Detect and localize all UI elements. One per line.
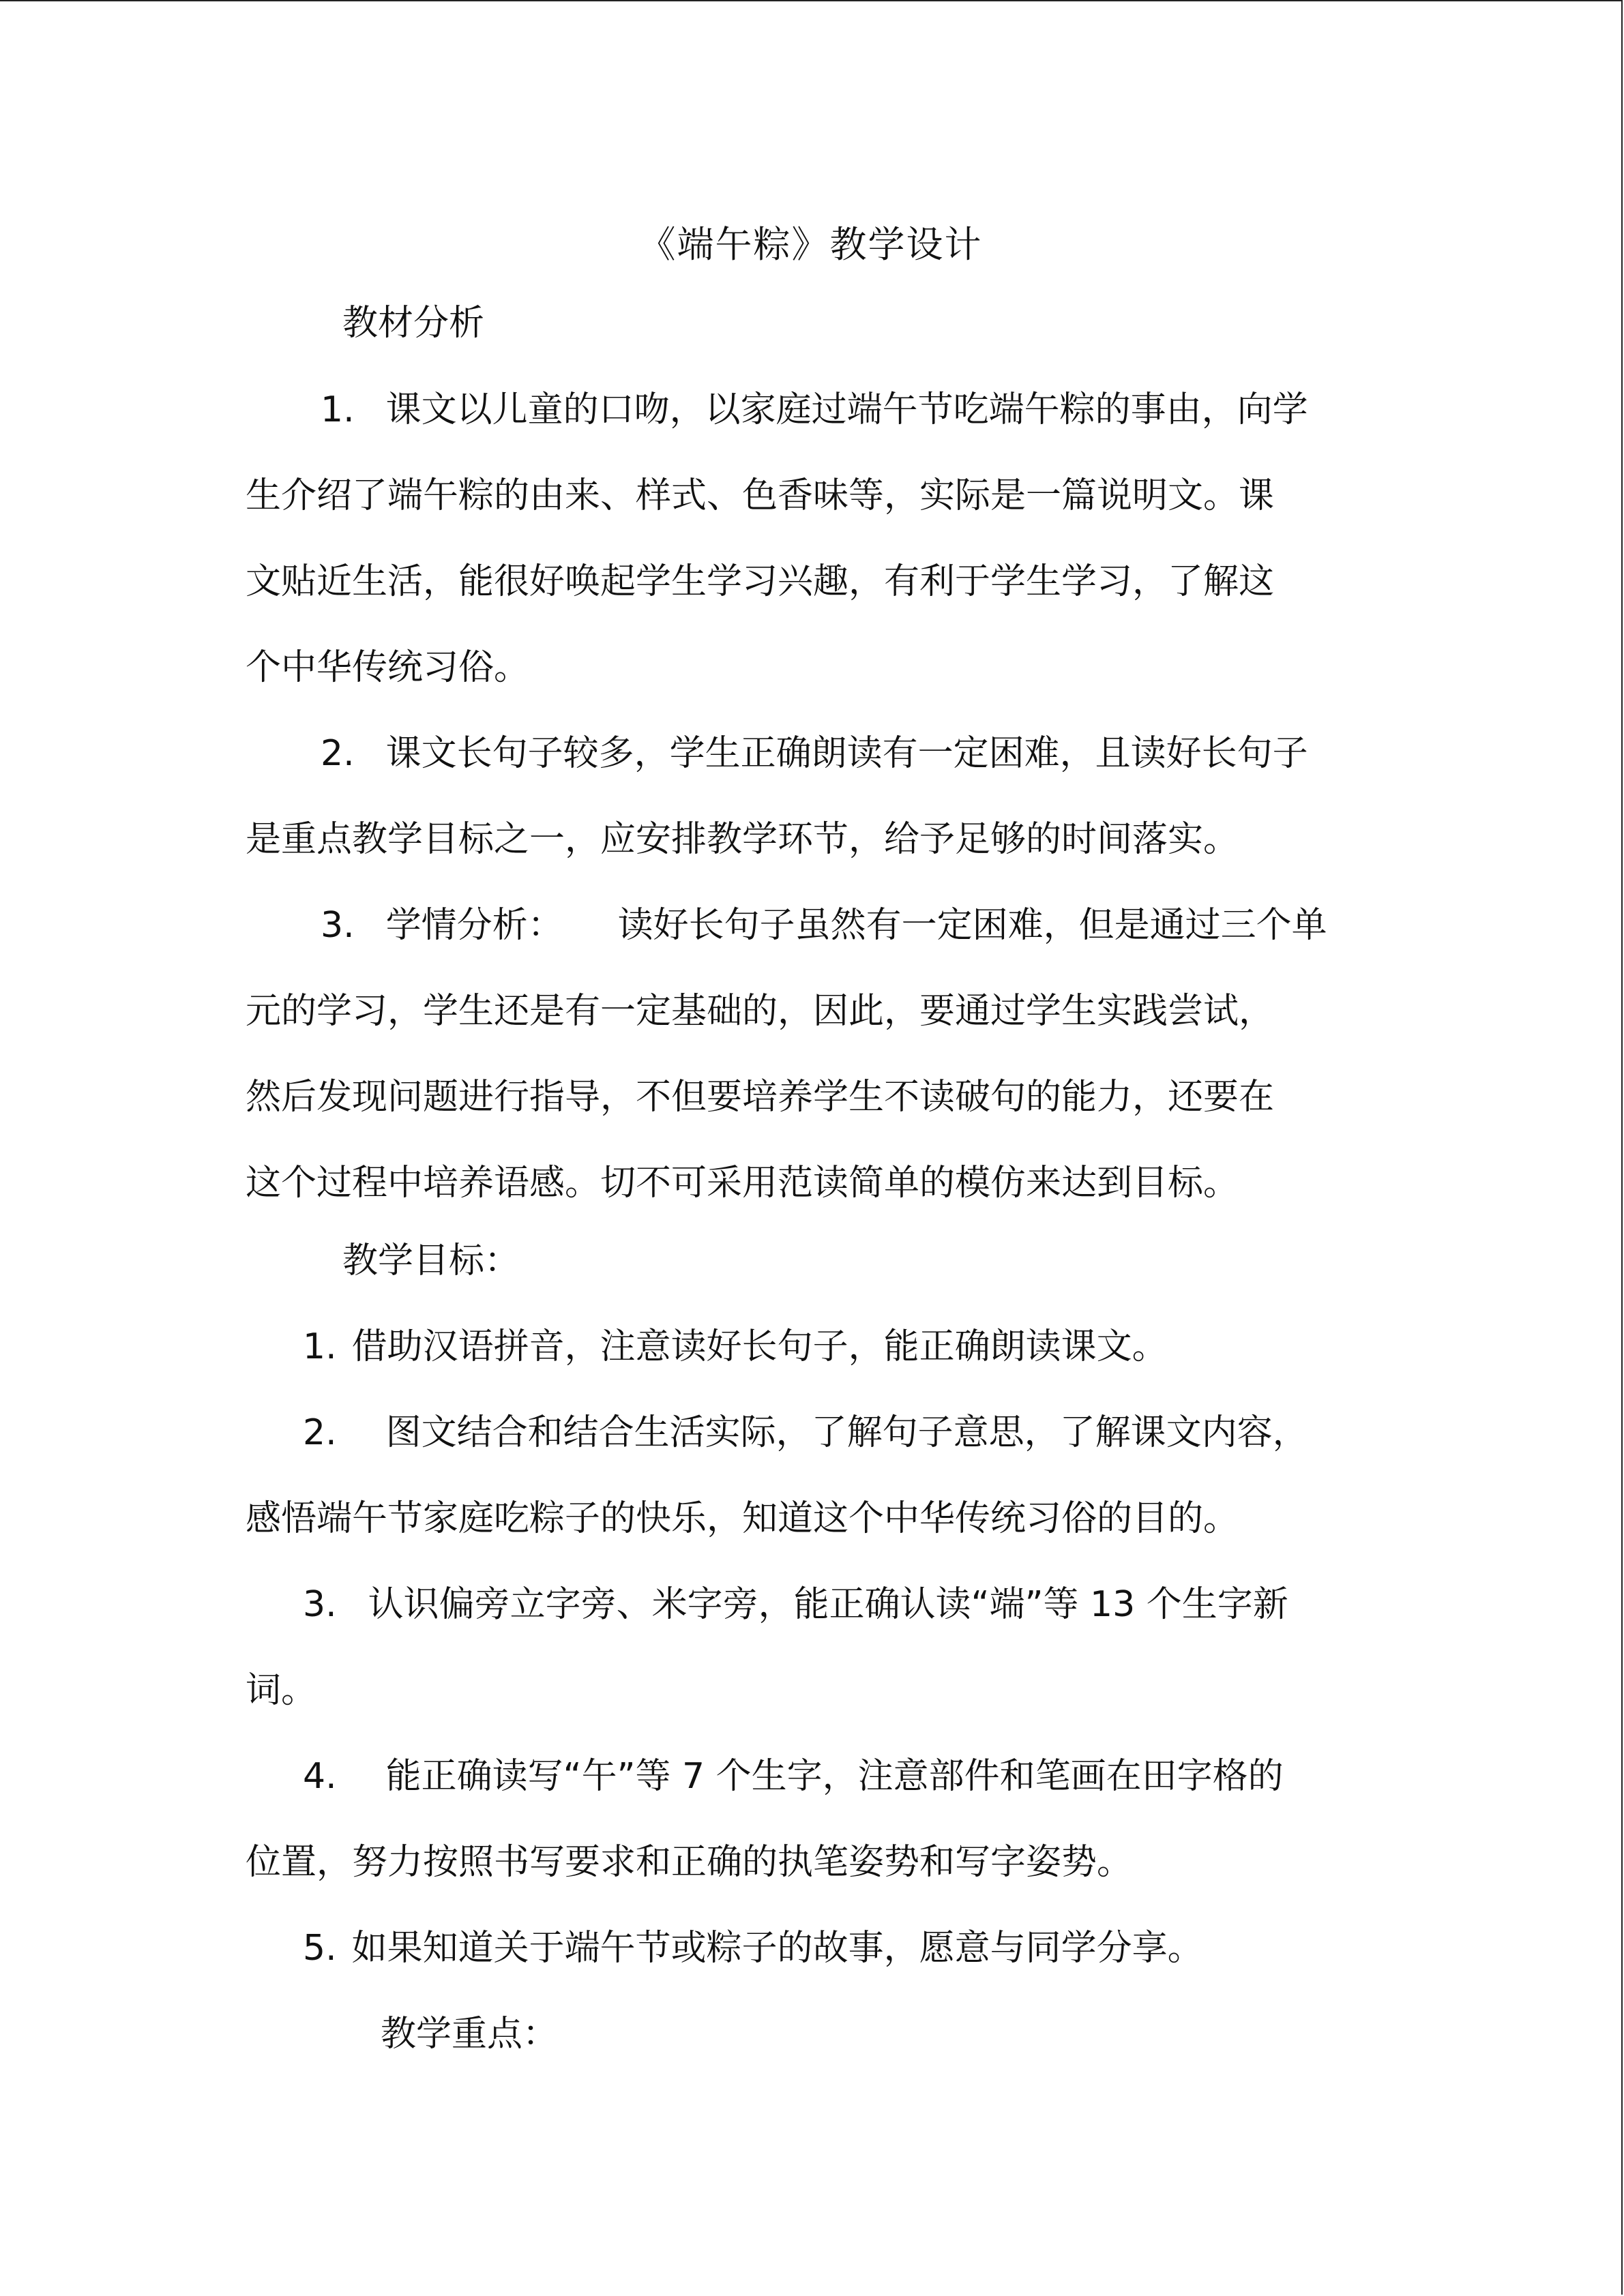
list-number: 3.	[303, 1584, 337, 1625]
paragraph-line: 位置，努力按照书写要求和正确的执笔姿势和写字姿势。	[246, 1842, 1133, 1883]
list-item-first-line	[321, 732, 1308, 775]
section-heading-key-points: 教学重点：	[381, 2014, 559, 2055]
list-item-first-line	[321, 388, 1308, 432]
paragraph-text: 读好长句子虽然有一定困难，但是通过三个单	[617, 905, 1327, 946]
list-number: 4.	[303, 1756, 337, 1797]
item-label: 学情分析：	[385, 905, 563, 946]
paragraph-line: 这个过程中培养语感。切不可采用范读简单的模仿来达到目标。	[246, 1163, 1239, 1204]
list-number: 2.	[303, 1412, 337, 1453]
paragraph-line: 感悟端午节家庭吃粽子的快乐，知道这个中华传统习俗的目的。	[246, 1498, 1239, 1539]
page-title: 《端午粽》教学设计	[638, 223, 983, 266]
list-number: 1.	[303, 1326, 337, 1367]
paragraph-text: 能正确读写“午”等 7 个生字，注意部件和笔画在田字格的	[385, 1756, 1284, 1797]
list-item-first-line	[321, 904, 1327, 947]
list-item-first-line	[303, 1926, 1203, 1970]
list-number: 5.	[303, 1928, 337, 1969]
paragraph-text: 课文长句子较多，学生正确朗读有一定困难，且读好长句子	[385, 733, 1308, 774]
list-number: 1.	[321, 389, 355, 430]
list-number: 2.	[321, 733, 355, 774]
paragraph-line: 生介绍了端午粽的由来、样式、色香味等，实际是一篇说明文。课	[246, 475, 1275, 516]
paragraph-text: 图文结合和结合生活实际，了解句子意思，了解课文内容，	[385, 1412, 1308, 1453]
paragraph-text: 如果知道关于端午节或粽子的故事，愿意与同学分享。	[351, 1928, 1203, 1969]
paragraph-line: 元的学习，学生还是有一定基础的，因此，要通过学生实践尝试，	[246, 991, 1275, 1032]
list-item-first-line	[303, 1325, 1168, 1369]
section-heading-analysis: 教材分析	[342, 303, 485, 344]
list-item-first-line	[303, 1755, 1284, 1798]
paragraph-line: 是重点教学目标之一，应安排教学环节，给予足够的时间落实。	[246, 819, 1239, 860]
list-item-first-line	[303, 1411, 1308, 1455]
paragraph-text: 借助汉语拼音，注意读好长句子，能正确朗读课文。	[351, 1326, 1168, 1367]
list-number: 3.	[321, 905, 355, 946]
paragraph-line: 个中华传统习俗。	[246, 647, 530, 688]
paragraph-text: 课文以儿童的口吻，以家庭过端午节吃端午粽的事由，向学	[385, 389, 1308, 430]
paragraph-line: 文贴近生活，能很好唤起学生学习兴趣，有利于学生学习，了解这	[246, 561, 1275, 602]
section-heading-goals: 教学目标：	[342, 1240, 520, 1281]
list-item-first-line	[303, 1583, 1288, 1626]
paragraph-line: 词。	[246, 1670, 317, 1711]
paragraph-text: 认识偏旁立字旁、米字旁，能正确认读“端”等 13 个生字新	[368, 1584, 1288, 1625]
paragraph-line: 然后发现问题进行指导，不但要培养学生不读破句的能力，还要在	[246, 1077, 1275, 1118]
